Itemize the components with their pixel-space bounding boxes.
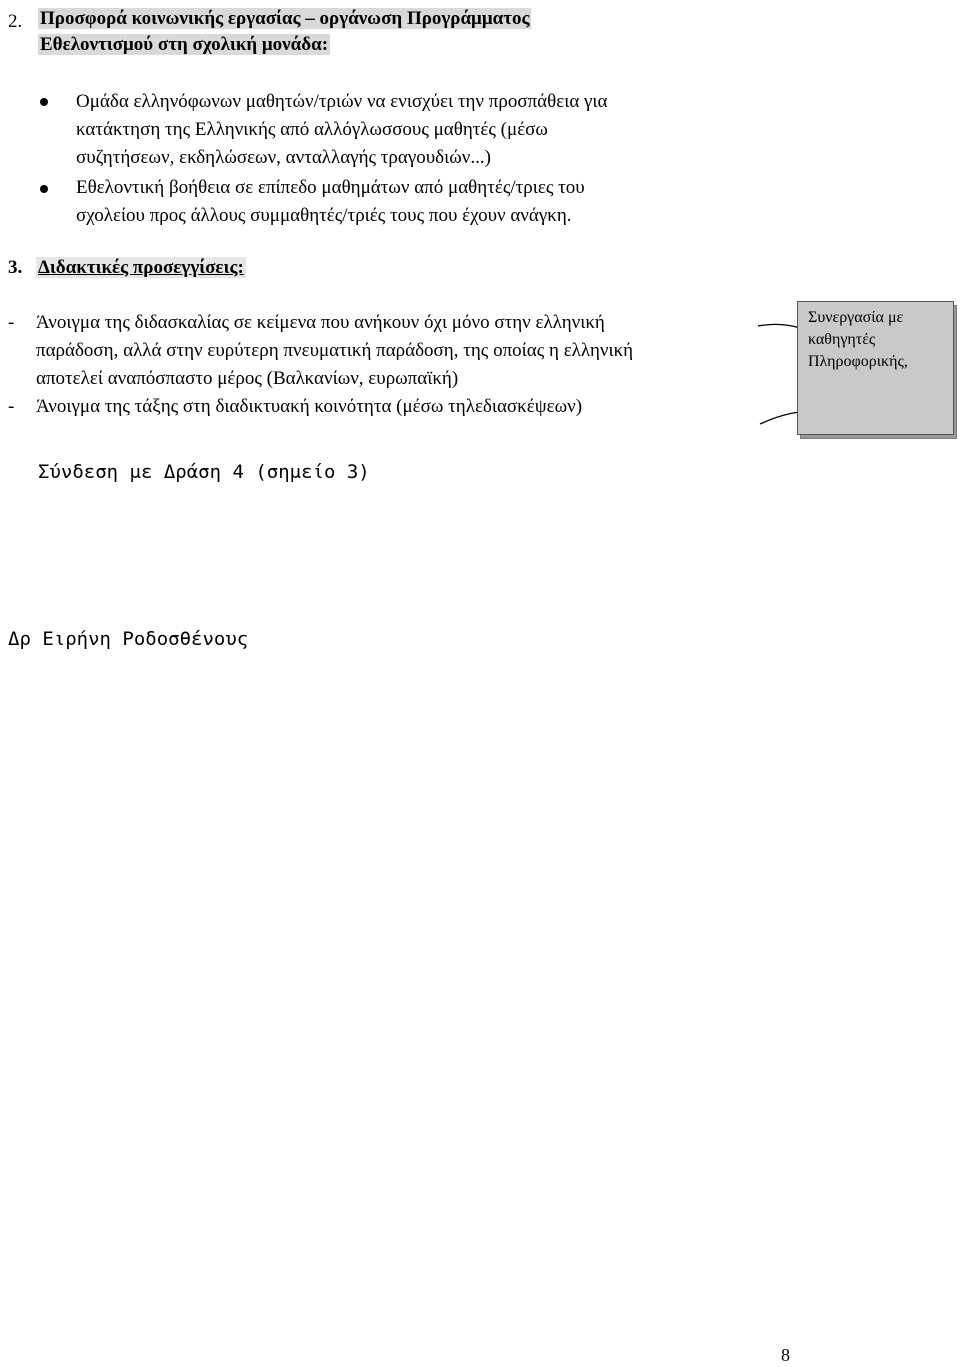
- section-3-number: 3.: [8, 257, 23, 278]
- list-item: [36, 309, 796, 393]
- section-3-title: [36, 254, 246, 282]
- section-2-number: 2.: [8, 11, 23, 32]
- section-2-title-line-1: Προσφορά κοινωνικής εργασίας – οργάνωση Προγράμματος: [40, 8, 530, 29]
- author-name: Δρ Ειρήνη Ροδοσθένους: [8, 628, 249, 650]
- list-item: [76, 174, 776, 230]
- list-item-line: παράδοση, αλλά στην ευρύτερη πνευματική παράδοση, της οποίας η ελληνική: [36, 340, 634, 361]
- page-number: 8: [781, 1345, 790, 1365]
- list-item-line: Ομάδα ελληνόφωνων μαθητών/τριών να ενισχύει την προσπάθεια για: [76, 91, 608, 112]
- section-3-title-text: Διδακτικές προσεγγίσεις:: [38, 257, 244, 278]
- section-2-title: [38, 6, 531, 58]
- callout-line: Πληροφορικής,: [808, 353, 908, 370]
- list-item-line: κατάκτηση της Ελληνικής από αλλόγλωσσους μαθητές (μέσω: [76, 119, 548, 140]
- dash-marker: -: [8, 396, 15, 417]
- section-2-title-line-2: Εθελοντισμού στη σχολική μονάδα:: [40, 34, 329, 55]
- list-item-line: αποτελεί αναπόσπαστο μέρος (Βαλκανίων, ευρωπαϊκή): [36, 368, 459, 389]
- list-item: [36, 393, 796, 421]
- list-item-line: Εθελοντική βοήθεια σε επίπεδο μαθημάτων από μαθητές/τριες του: [76, 177, 585, 198]
- dash-marker: -: [8, 312, 15, 333]
- callout-line: καθηγητές: [808, 331, 876, 348]
- list-item-line: Άνοιγμα της τάξης στη διαδικτυακή κοινότητα (μέσω τηλεδιασκέψεων): [36, 396, 583, 417]
- list-item-line: σχολείου προς άλλους συμμαθητές/τριές τους που έχουν ανάγκη.: [76, 205, 572, 226]
- list-item-line: Άνοιγμα της διδασκαλίας σε κείμενα που ανήκουν όχι μόνο στην ελληνική: [36, 312, 605, 333]
- list-item-line: συζητήσεων, εκδηλώσεων, ανταλλαγής τραγουδιών...): [76, 147, 491, 168]
- bullet-icon: [40, 185, 48, 193]
- callout-text: [808, 307, 948, 373]
- list-item: [76, 88, 776, 172]
- bullet-icon: [40, 98, 48, 106]
- action-link-text: Σύνδεση με Δράση 4 (σημείο 3): [38, 461, 370, 483]
- callout-line: Συνεργασία με: [808, 309, 904, 326]
